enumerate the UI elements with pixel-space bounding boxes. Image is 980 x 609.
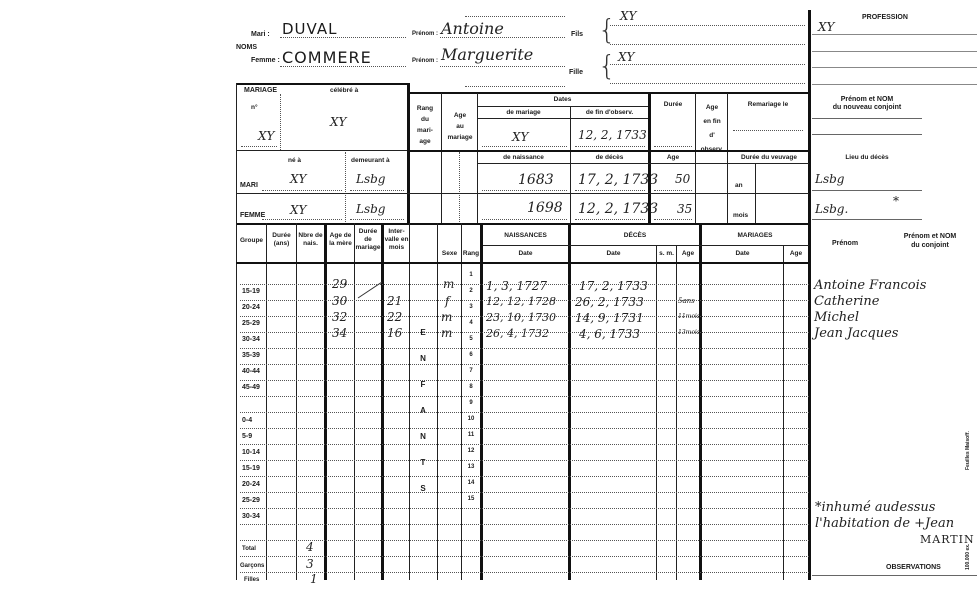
group-label-top: 35-39 <box>242 352 260 359</box>
prenom-label-mari: Prénom : <box>412 31 439 37</box>
mari-row-label: MARI <box>240 182 258 189</box>
de-deces-label: de décès <box>595 154 624 161</box>
child-4-naissance: 26, 4, 1732 <box>486 327 549 340</box>
mari-nom: DUVAL <box>282 20 338 38</box>
rang-number: 15 <box>467 496 475 502</box>
de-naissance-label: de naissance <box>503 154 544 161</box>
rang-number: 3 <box>469 304 473 310</box>
row-rule <box>240 412 809 413</box>
fille-label: Fille <box>569 69 584 76</box>
mari-age-value: 50 <box>675 172 691 186</box>
profession-value: XY <box>818 20 835 34</box>
rang-number: 9 <box>469 400 473 406</box>
nouveau-conjoint-label: Prénom et NOM du nouveau conjoint <box>832 96 902 111</box>
femme-demeurant-value: Lsbg <box>356 202 386 216</box>
group-label-bottom: 5-9 <box>242 433 253 440</box>
filles-value: 1 <box>310 572 318 586</box>
row-rule <box>240 572 809 573</box>
group-label-bottom: 20-24 <box>242 481 260 488</box>
child-1-naissance: 1, 3, 1727 <box>486 279 548 293</box>
strike-mark <box>356 280 384 300</box>
date-fin-value: 12, 2, 1733 <box>578 128 647 142</box>
row-rule <box>240 444 809 445</box>
mari-prenom: Antoine <box>441 19 504 38</box>
row-rule <box>240 540 809 541</box>
enfants-vertical-label: E N F A N T S <box>420 328 426 493</box>
group-label-top: 45-49 <box>242 384 260 391</box>
nbre-nais-label: Nbre de nais. <box>298 232 323 247</box>
age-fin-observ-label: Age en fin d' <box>703 104 721 139</box>
child-3-sexe: m <box>441 310 453 324</box>
fils-label: Fils <box>571 31 584 38</box>
child-4-prenom: Jean Jacques <box>814 326 899 341</box>
group-label-top: 30-34 <box>242 336 260 343</box>
remariage-label: Remariage le <box>747 101 789 108</box>
mari-ne-value: XY <box>290 172 307 186</box>
side-feuilles-label: Feuilles Maisoff. <box>965 431 971 470</box>
rang-number: 12 <box>467 448 475 454</box>
deces-label: DÉCÈS <box>623 232 647 239</box>
prenom-label-femme: Prénom : <box>412 58 439 64</box>
mari-fils: XY <box>620 9 637 23</box>
rang-number: 5 <box>469 336 473 342</box>
duree-ans-label: Durée (ans) <box>272 232 291 247</box>
child-3-naissance: 23, 10, 1730 <box>486 311 556 324</box>
age-mere-label: Age de la mère <box>329 232 352 247</box>
child-2-age-mere: 30 <box>332 294 348 308</box>
observations-label: OBSERVATIONS <box>886 564 941 571</box>
rang-number: 14 <box>467 480 475 486</box>
observation-line-3: MARTIN <box>920 533 975 546</box>
group-label-bottom: 30-34 <box>242 513 260 520</box>
filles-label: Filles <box>244 577 260 583</box>
femme-label: Femme : <box>251 57 280 64</box>
child-3-age: 11mois <box>678 313 700 320</box>
rang-label: Rang <box>462 250 480 257</box>
child-3-deces: 14, 9, 1731 <box>575 311 644 325</box>
mariage-age-label: Age <box>789 250 803 257</box>
group-label-bottom: 0-4 <box>242 417 253 424</box>
mariage-label: MARIAGE <box>244 87 278 94</box>
group-label-top: 40-44 <box>242 368 260 375</box>
profession-label: PROFESSION <box>862 14 908 21</box>
row-rule <box>240 428 809 429</box>
total-label: Total <box>242 546 256 552</box>
child-1-sexe: m <box>443 277 455 291</box>
femme-nom: COMMERE <box>282 48 372 67</box>
side-tirage-label: 100.000 ex. <box>965 543 971 570</box>
rang-number: 6 <box>469 352 473 358</box>
group-label-top: 15-19 <box>242 288 260 295</box>
mariage-lieu-value: XY <box>330 115 347 129</box>
child-4-intervalle: 16 <box>387 326 403 340</box>
femme-ne-value: XY <box>290 203 307 217</box>
child-3-age-mere: 32 <box>332 310 348 324</box>
femme-naissance-value: 1698 <box>527 200 563 216</box>
deces-age-label: Age <box>681 250 695 257</box>
child-2-deces: 26, 2, 1733 <box>575 295 644 309</box>
rang-number: 1 <box>469 272 473 278</box>
naissance-date-label: Date <box>518 250 533 257</box>
deces-date-label: Date <box>606 250 621 257</box>
age-label-2: Age <box>666 154 680 161</box>
group-label-bottom: 25-29 <box>242 497 260 504</box>
rang-number: 7 <box>469 368 473 374</box>
child-4-sexe: m <box>441 326 453 340</box>
child-3-prenom: Michel <box>814 310 859 325</box>
an-label: an <box>735 182 743 189</box>
observation-line-1: *inhumé audessus <box>815 500 936 515</box>
mari-naissance-value: 1683 <box>518 172 554 188</box>
mariage-date-label: Date <box>735 250 750 257</box>
naissances-label: NAISSANCES <box>504 232 547 239</box>
femme-lieu-deces-value: Lsbg. <box>815 202 849 216</box>
child-2-age: 5ans <box>678 297 695 305</box>
femme-fille: XY <box>618 50 635 64</box>
row-rule <box>240 556 809 557</box>
prenom-enfant-label: Prénom <box>832 240 859 247</box>
child-1-deces: 17, 2, 1733 <box>579 279 648 293</box>
mari-demeurant-value: Lsbg <box>356 172 386 186</box>
garcons-label: Garçons <box>240 563 265 569</box>
mariage-no-value: XY <box>258 129 275 143</box>
femme-lieu-mark: * <box>893 194 899 208</box>
mari-label: Mari : <box>251 31 270 38</box>
groupe-label: Groupe <box>239 237 264 244</box>
child-2-prenom: Catherine <box>814 294 880 309</box>
rang-number: 10 <box>467 416 475 422</box>
child-2-intervalle: 21 <box>387 294 403 308</box>
duree-label: Durée <box>663 101 683 108</box>
row-rule <box>240 460 809 461</box>
row-rule <box>240 508 809 509</box>
noms-label: NOMS <box>236 44 257 51</box>
sexe-label: Sexe <box>441 250 458 257</box>
row-rule <box>240 524 809 525</box>
row-rule <box>240 492 809 493</box>
child-4-age: 13mois <box>678 329 700 336</box>
total-value: 4 <box>306 540 314 554</box>
ne-a-label: né à <box>288 157 302 164</box>
row-rule <box>240 348 809 349</box>
dates-label: Dates <box>553 96 572 103</box>
rang-number: 4 <box>469 320 473 326</box>
rang-du-mariage-label: Rang du mari- age <box>416 105 434 145</box>
prenom-nom-conjoint-label: Prénom et NOM du conjoint <box>903 233 957 249</box>
child-1-age-mere: 29 <box>332 277 348 291</box>
child-2-naissance: 12, 12, 1728 <box>486 295 556 308</box>
duree-mariage-label: Durée de mariage <box>355 228 381 251</box>
child-2-sexe: f <box>445 294 450 308</box>
rang-number: 13 <box>467 464 475 470</box>
demeurant-label: demeurant à <box>351 157 390 164</box>
femme-deces-value: 12, 2, 1733 <box>578 201 659 217</box>
group-label-top: 25-29 <box>242 320 260 327</box>
garcons-value: 3 <box>306 557 314 571</box>
celebre-label: célébré à <box>330 87 359 94</box>
mariages-label: MARIAGES <box>737 232 773 239</box>
femme-age-value: 35 <box>677 202 693 216</box>
mois-label: mois <box>733 212 749 219</box>
no-label: n° <box>251 104 258 111</box>
intervalle-label: Inter- valle en mois <box>384 228 409 251</box>
group-label-bottom: 10-14 <box>242 449 260 456</box>
child-4-deces: 4, 6, 1733 <box>579 327 641 341</box>
femme-prenom: Marguerite <box>441 45 534 64</box>
de-mariage-label: de mariage <box>506 109 541 116</box>
age-au-mariage-label: Age au mariage <box>447 112 473 141</box>
lieu-deces-label: Lieu du décès <box>845 154 889 161</box>
mari-deces-value: 17, 2, 1733 <box>578 172 659 188</box>
row-rule <box>240 380 809 381</box>
row-rule <box>240 364 809 365</box>
de-fin-label: de fin d'observ. <box>585 109 634 116</box>
group-label-top: 20-24 <box>242 304 260 311</box>
rang-number: 2 <box>469 288 473 294</box>
rang-number: 11 <box>467 432 475 438</box>
duree-veuvage-label: Durée du veuvage <box>741 154 797 161</box>
mari-lieu-deces-value: Lsbg <box>815 172 845 186</box>
child-4-age-mere: 34 <box>332 326 348 340</box>
rang-number: 8 <box>469 384 473 390</box>
group-label-bottom: 15-19 <box>242 465 260 472</box>
child-3-intervalle: 22 <box>387 310 403 324</box>
row-rule <box>240 476 809 477</box>
child-1-prenom: Antoine Francois <box>814 278 927 293</box>
date-mariage-value: XY <box>512 130 529 144</box>
sm-label: s. m. <box>659 250 674 257</box>
observation-line-2: l'habitation de +Jean <box>815 516 955 531</box>
femme-row-label: FEMME <box>240 212 266 219</box>
row-rule <box>240 396 809 397</box>
